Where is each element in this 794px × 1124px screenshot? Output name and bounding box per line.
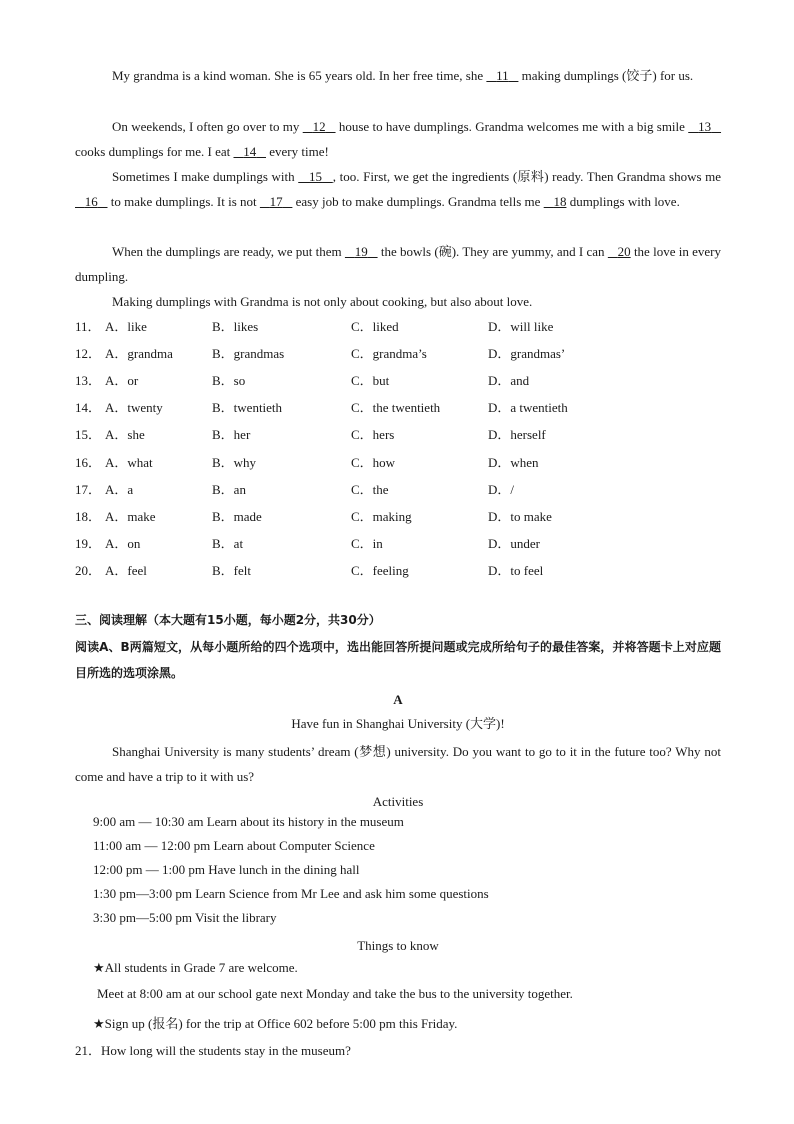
option-a[interactable]: A．feel: [105, 562, 147, 578]
question-number: 11．: [75, 319, 101, 334]
things-title: Things to know: [357, 938, 439, 953]
option-row: [75, 340, 721, 367]
option-b[interactable]: B．likes: [212, 319, 259, 334]
section-heading: 三、阅读理解（本大题有15小题，每小题2分，共30分）: [75, 613, 381, 627]
option-a[interactable]: A．on: [105, 535, 141, 551]
option-b[interactable]: B．at: [212, 535, 244, 551]
question-number: 17．: [75, 481, 102, 497]
blank-18: 18: [553, 194, 567, 209]
option-d[interactable]: D．to feel: [488, 562, 544, 578]
option-row: [75, 503, 721, 530]
passage-intro: Shanghai University is many students’ dream (梦想) university. Do you want to go to it in the future too? Why not come and have a trip to it with us?: [75, 744, 721, 784]
blank-12: 12: [312, 119, 326, 134]
blank-16: 16: [84, 194, 98, 209]
option-b[interactable]: B．twentieth: [212, 400, 283, 416]
question-number: 18．: [75, 508, 102, 524]
option-b[interactable]: B．why: [212, 454, 257, 470]
cloze-paragraph-2: On weekends, I often go over to my 12 house to have dumplings. Grandma welcomes me with a big smile 13 cooks dumplings for me. I eat 14 every time!: [75, 114, 721, 164]
activity-item: 3:30 pm—5:00 pm Visit the library: [93, 910, 277, 925]
option-c[interactable]: C．grandma’s: [351, 346, 427, 362]
question-number: 19．: [75, 535, 102, 551]
option-d[interactable]: D．grandmas’: [488, 346, 566, 362]
option-d[interactable]: D．/: [488, 481, 515, 497]
option-b[interactable]: B．her: [212, 427, 251, 443]
option-a[interactable]: A．like: [105, 319, 147, 334]
question-number: 16．: [75, 454, 102, 470]
question-number: 12．: [75, 346, 102, 362]
activities-title: Activities: [372, 794, 424, 809]
option-c[interactable]: C．the: [351, 481, 389, 497]
option-row: [75, 367, 721, 394]
cloze-paragraph-3: Sometimes I make dumplings with 15 , too. First, we get the ingredients (原料) ready. Then Grandma shows me 16 to make dumplings. It is not 17 easy job to make dumplings. Grandma tells me 18 dumplings with love.: [75, 164, 721, 214]
option-c[interactable]: C．liked: [351, 319, 399, 334]
option-row: [75, 421, 721, 448]
question-number: 14．: [75, 400, 102, 416]
option-c[interactable]: C．hers: [351, 427, 395, 443]
option-row: [75, 394, 721, 421]
option-row: [75, 476, 721, 503]
option-row: [75, 313, 721, 340]
option-c[interactable]: C．the twentieth: [351, 400, 441, 416]
option-c[interactable]: C．but: [351, 373, 390, 389]
option-c[interactable]: C．how: [351, 454, 396, 470]
cloze-paragraph-1: My grandma is a kind woman. She is 65 years old. In her free time, she 11 making dumplings (饺子) for us.: [112, 68, 694, 83]
things-item: ★Sign up (报名) for the trip at Office 602 before 5:00 pm this Friday.: [93, 1016, 458, 1031]
question-number: 13．: [75, 373, 102, 389]
blank-11: 11: [496, 68, 509, 83]
option-row: [75, 449, 721, 476]
activity-item: 1:30 pm—3:00 pm Learn Science from Mr Lee and ask him some questions: [93, 886, 489, 901]
option-b[interactable]: B．grandmas: [212, 346, 285, 362]
blank-20: 20: [617, 244, 631, 259]
activity-item: 9:00 am — 10:30 am Learn about its history in the museum: [93, 814, 404, 829]
blank-17: 17: [269, 194, 283, 209]
section-instruction: 阅读A、B两篇短文，从每小题所给的四个选项中，选出能回答所提问题或完成所给句子的最佳答案，并将答题卡上对应题目所选的选项涂黑。: [75, 640, 721, 680]
option-a[interactable]: A．or: [105, 373, 139, 389]
option-a[interactable]: A．twenty: [105, 400, 163, 416]
option-b[interactable]: B．made: [212, 508, 262, 524]
option-row: [75, 557, 721, 584]
option-a[interactable]: A．what: [105, 454, 153, 470]
option-a[interactable]: A．make: [105, 508, 156, 524]
option-c[interactable]: C．in: [351, 535, 383, 551]
things-item: ★All students in Grade 7 are welcome.: [93, 960, 298, 975]
option-b[interactable]: B．an: [212, 481, 246, 497]
option-row: [75, 530, 721, 557]
option-c[interactable]: C．feeling: [351, 562, 409, 578]
option-d[interactable]: D．will like: [488, 319, 554, 334]
blank-15: 15: [309, 169, 323, 184]
option-b[interactable]: B．felt: [212, 562, 251, 578]
option-d[interactable]: D．when: [488, 454, 539, 470]
option-d[interactable]: D．under: [488, 535, 540, 551]
blank-14: 14: [243, 144, 257, 159]
option-a[interactable]: A．a: [105, 481, 134, 497]
blank-13: 13: [698, 119, 712, 134]
option-b[interactable]: B．so: [212, 373, 246, 389]
option-a[interactable]: A．she: [105, 427, 145, 443]
option-d[interactable]: D．to make: [488, 508, 552, 524]
option-d[interactable]: D．herself: [488, 427, 546, 443]
option-d[interactable]: D．a twentieth: [488, 400, 568, 416]
activity-item: 11:00 am — 12:00 pm Learn about Computer Science: [93, 838, 375, 853]
option-c[interactable]: C．making: [351, 508, 412, 524]
question-21: 21．How long will the students stay in the museum?: [75, 1043, 351, 1058]
option-d[interactable]: D．and: [488, 373, 530, 389]
things-item: Meet at 8:00 am at our school gate next Monday and take the bus to the university together.: [97, 986, 573, 1001]
passage-title: Have fun in Shanghai University (大学)!: [291, 716, 505, 731]
question-number: 15．: [75, 427, 102, 443]
cloze-paragraph-4: When the dumplings are ready, we put them 19 the bowls (碗). They are yummy, and I can 20 the love in every dumpling.: [75, 244, 722, 284]
option-a[interactable]: A．grandma: [105, 346, 173, 362]
passage-label: A: [393, 692, 403, 707]
cloze-paragraph-5: Making dumplings with Grandma is not only about cooking, but also about love.: [112, 294, 533, 309]
question-number: 20．: [75, 562, 102, 578]
blank-19: 19: [354, 244, 368, 259]
activity-item: 12:00 pm — 1:00 pm Have lunch in the dining hall: [93, 862, 360, 877]
